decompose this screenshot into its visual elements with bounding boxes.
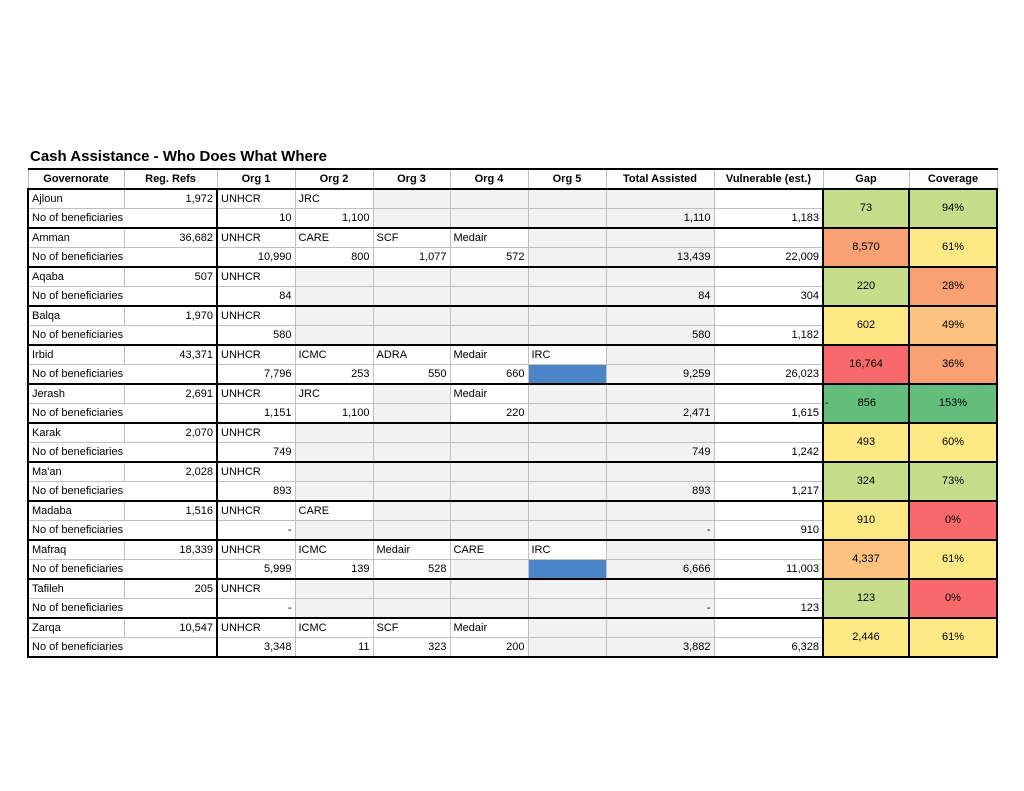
- vulnerable-spacer: [714, 423, 823, 443]
- total-assisted-value: 13,439: [606, 248, 714, 268]
- org-5-name: [528, 189, 606, 209]
- gap-value: 4,337: [852, 553, 880, 565]
- gap-value: 16,764: [849, 358, 883, 370]
- org-3-beneficiaries: [373, 599, 450, 619]
- beneficiaries-label: No of beneficiaries: [28, 326, 217, 346]
- coverage-cell: [909, 540, 997, 579]
- header-org-3: Org 3: [373, 169, 450, 189]
- coverage-cell: [909, 306, 997, 345]
- header-org-4: Org 4: [450, 169, 528, 189]
- total-assisted-value: 1,110: [606, 209, 714, 229]
- header-org-2: Org 2: [295, 169, 373, 189]
- org-1-name: UNHCR: [217, 306, 295, 326]
- org-3-name: [373, 306, 450, 326]
- coverage-cell: [909, 189, 997, 228]
- beneficiaries-label: No of beneficiaries: [28, 443, 217, 463]
- org-3-beneficiaries: 323: [373, 638, 450, 658]
- org-5-beneficiaries: [528, 638, 606, 658]
- total-assisted-spacer: [606, 267, 714, 287]
- org-1-beneficiaries: 580: [217, 326, 295, 346]
- org-2-beneficiaries: [295, 326, 373, 346]
- reg-refs-value: 507: [124, 267, 217, 287]
- org-2-beneficiaries: [295, 287, 373, 307]
- vulnerable-value: 26,023: [714, 365, 823, 385]
- org-5-beneficiaries: [528, 404, 606, 424]
- org-3-name: SCF: [373, 618, 450, 638]
- vulnerable-spacer: [714, 501, 823, 521]
- coverage-value: 49%: [941, 319, 965, 331]
- gap-cell: [823, 228, 909, 267]
- org-2-beneficiaries: 1,100: [295, 209, 373, 229]
- governorate-name: Ma'an: [28, 462, 124, 482]
- vulnerable-value: 123: [714, 599, 823, 619]
- governorate-name: Mafraq: [28, 540, 124, 560]
- org-1-beneficiaries: 10: [217, 209, 295, 229]
- org-2-beneficiaries: 253: [295, 365, 373, 385]
- org-3-name: [373, 267, 450, 287]
- org-3-beneficiaries: [373, 482, 450, 502]
- coverage-value: 61%: [941, 241, 965, 253]
- org-2-beneficiaries: [295, 443, 373, 463]
- coverage-cell: [909, 618, 997, 657]
- org-4-name: [450, 423, 528, 443]
- org-5-beneficiaries: [528, 287, 606, 307]
- org-4-name: [450, 579, 528, 599]
- governorate-name: Karak: [28, 423, 124, 443]
- reg-refs-value: 2,028: [124, 462, 217, 482]
- governorate-name: Balqa: [28, 306, 124, 326]
- gap-cell: [823, 462, 909, 501]
- org-1-name: UNHCR: [217, 345, 295, 365]
- table-row: [28, 267, 997, 287]
- gap-cell: [823, 501, 909, 540]
- org-3-name: [373, 579, 450, 599]
- org-3-name: ADRA: [373, 345, 450, 365]
- coverage-cell: [909, 228, 997, 267]
- beneficiaries-label: No of beneficiaries: [28, 560, 217, 580]
- total-assisted-spacer: [606, 423, 714, 443]
- org-5-beneficiaries: [528, 326, 606, 346]
- governorate-name: Ajloun: [28, 189, 124, 209]
- table-row: [28, 228, 997, 248]
- org-5-beneficiaries: [528, 443, 606, 463]
- org-5-name: [528, 579, 606, 599]
- org-1-beneficiaries: 749: [217, 443, 295, 463]
- beneficiaries-label: No of beneficiaries: [28, 287, 217, 307]
- org-3-name: [373, 423, 450, 443]
- header-vulnerable: Vulnerable (est.): [714, 169, 823, 189]
- org-2-beneficiaries: 800: [295, 248, 373, 268]
- org-2-name: [295, 306, 373, 326]
- table-body: [28, 189, 997, 657]
- org-1-beneficiaries: -: [217, 521, 295, 541]
- coverage-value: 73%: [941, 475, 965, 487]
- coverage-cell: [909, 267, 997, 306]
- org-4-name: [450, 267, 528, 287]
- total-assisted-spacer: [606, 228, 714, 248]
- total-assisted-value: -: [606, 521, 714, 541]
- org-3-beneficiaries: [373, 404, 450, 424]
- vulnerable-spacer: [714, 345, 823, 365]
- org-4-name: [450, 189, 528, 209]
- org-4-name: Medair: [450, 618, 528, 638]
- org-4-beneficiaries: [450, 443, 528, 463]
- org-1-name: UNHCR: [217, 618, 295, 638]
- gap-cell: [823, 423, 909, 462]
- reg-refs-value: 43,371: [124, 345, 217, 365]
- org-1-beneficiaries: 3,348: [217, 638, 295, 658]
- total-assisted-value: 6,666: [606, 560, 714, 580]
- gap-cell: [823, 189, 909, 228]
- vulnerable-value: 1,183: [714, 209, 823, 229]
- org-4-name: Medair: [450, 384, 528, 404]
- vulnerable-value: 6,328: [714, 638, 823, 658]
- table-row: [28, 618, 997, 638]
- org-4-beneficiaries: [450, 599, 528, 619]
- org-5-beneficiaries: [528, 482, 606, 502]
- vulnerable-value: 1,615: [714, 404, 823, 424]
- org-5-name: [528, 462, 606, 482]
- org-5-name: [528, 228, 606, 248]
- gap-value: 324: [856, 475, 876, 487]
- org-4-beneficiaries: [450, 560, 528, 580]
- table-row: [28, 189, 997, 209]
- total-assisted-value: 2,471: [606, 404, 714, 424]
- total-assisted-spacer: [606, 189, 714, 209]
- beneficiaries-label: No of beneficiaries: [28, 599, 217, 619]
- org-5-name: IRC: [528, 540, 606, 560]
- gap-cell: [823, 384, 909, 423]
- org-5-beneficiaries: [528, 521, 606, 541]
- org-1-name: UNHCR: [217, 228, 295, 248]
- org-1-beneficiaries: 1,151: [217, 404, 295, 424]
- coverage-cell: [909, 384, 997, 423]
- coverage-value: 94%: [941, 202, 965, 214]
- org-4-beneficiaries: [450, 209, 528, 229]
- org-5-name: [528, 384, 606, 404]
- vulnerable-spacer: [714, 228, 823, 248]
- coverage-cell: [909, 345, 997, 384]
- total-assisted-spacer: [606, 579, 714, 599]
- header-row: [28, 169, 997, 189]
- org-5-name: [528, 423, 606, 443]
- org-5-name: [528, 306, 606, 326]
- org-2-beneficiaries: 139: [295, 560, 373, 580]
- org-1-name: UNHCR: [217, 579, 295, 599]
- org-5-beneficiaries: [528, 560, 606, 580]
- coverage-value: 0%: [945, 592, 961, 604]
- vulnerable-value: 22,009: [714, 248, 823, 268]
- org-1-name: UNHCR: [217, 384, 295, 404]
- org-4-beneficiaries: [450, 287, 528, 307]
- org-3-name: Medair: [373, 540, 450, 560]
- header-reg-refs: Reg. Refs: [124, 169, 217, 189]
- org-5-beneficiaries: [528, 248, 606, 268]
- org-4-beneficiaries: [450, 521, 528, 541]
- beneficiaries-label: No of beneficiaries: [28, 521, 217, 541]
- org-1-name: UNHCR: [217, 501, 295, 521]
- org-1-beneficiaries: 10,990: [217, 248, 295, 268]
- gap-value: 910: [856, 514, 876, 526]
- org-3-beneficiaries: [373, 326, 450, 346]
- org-3-name: [373, 384, 450, 404]
- governorate-name: Madaba: [28, 501, 124, 521]
- org-4-name: [450, 501, 528, 521]
- org-1-name: UNHCR: [217, 462, 295, 482]
- org-4-name: Medair: [450, 345, 528, 365]
- org-3-name: [373, 189, 450, 209]
- org-2-name: CARE: [295, 228, 373, 248]
- total-assisted-spacer: [606, 306, 714, 326]
- org-4-beneficiaries: [450, 482, 528, 502]
- governorate-name: Amman: [28, 228, 124, 248]
- reg-refs-value: 205: [124, 579, 217, 599]
- reg-refs-value: 36,682: [124, 228, 217, 248]
- org-2-beneficiaries: [295, 482, 373, 502]
- table-row: [28, 462, 997, 482]
- total-assisted-value: 84: [606, 287, 714, 307]
- org-3-name: SCF: [373, 228, 450, 248]
- beneficiaries-label: No of beneficiaries: [28, 482, 217, 502]
- org-4-beneficiaries: 220: [450, 404, 528, 424]
- org-2-name: [295, 267, 373, 287]
- gap-cell: [823, 267, 909, 306]
- org-5-name: [528, 501, 606, 521]
- org-5-beneficiaries: [528, 599, 606, 619]
- total-assisted-spacer: [606, 618, 714, 638]
- header-coverage: Coverage: [909, 169, 997, 189]
- vulnerable-spacer: [714, 462, 823, 482]
- table-row: [28, 345, 997, 365]
- gap-cell: [823, 345, 909, 384]
- gap-prefix: -: [825, 397, 829, 409]
- org-2-name: CARE: [295, 501, 373, 521]
- beneficiaries-label: No of beneficiaries: [28, 248, 217, 268]
- gap-value: 856: [857, 397, 877, 409]
- table-row: [28, 579, 997, 599]
- org-1-name: UNHCR: [217, 267, 295, 287]
- total-assisted-value: 893: [606, 482, 714, 502]
- org-2-beneficiaries: 1,100: [295, 404, 373, 424]
- org-2-name: JRC: [295, 384, 373, 404]
- org-3-beneficiaries: 550: [373, 365, 450, 385]
- gap-value: 2,446: [852, 631, 880, 643]
- org-4-beneficiaries: [450, 326, 528, 346]
- org-4-name: [450, 462, 528, 482]
- reg-refs-value: 1,972: [124, 189, 217, 209]
- total-assisted-spacer: [606, 345, 714, 365]
- vulnerable-value: 1,242: [714, 443, 823, 463]
- coverage-value: 28%: [941, 280, 965, 292]
- org-3-name: [373, 462, 450, 482]
- vulnerable-value: 1,182: [714, 326, 823, 346]
- coverage-value: 153%: [938, 397, 968, 409]
- governorate-name: Irbid: [28, 345, 124, 365]
- who-does-what-where-table: [27, 168, 998, 658]
- org-3-beneficiaries: 1,077: [373, 248, 450, 268]
- reg-refs-value: 2,070: [124, 423, 217, 443]
- beneficiaries-label: No of beneficiaries: [28, 404, 217, 424]
- vulnerable-spacer: [714, 189, 823, 209]
- coverage-value: 0%: [945, 514, 961, 526]
- org-2-name: ICMC: [295, 345, 373, 365]
- org-5-beneficiaries: [528, 365, 606, 385]
- coverage-value: 60%: [941, 436, 965, 448]
- org-2-name: [295, 423, 373, 443]
- org-4-beneficiaries: 200: [450, 638, 528, 658]
- header-org-5: Org 5: [528, 169, 606, 189]
- gap-cell: [823, 579, 909, 618]
- org-3-beneficiaries: [373, 443, 450, 463]
- header-org-1: Org 1: [217, 169, 295, 189]
- governorate-name: Zarqa: [28, 618, 124, 638]
- reg-refs-value: 18,339: [124, 540, 217, 560]
- coverage-cell: [909, 579, 997, 618]
- org-5-name: [528, 267, 606, 287]
- gap-cell: [823, 618, 909, 657]
- gap-cell: [823, 306, 909, 345]
- gap-value: 220: [856, 280, 876, 292]
- org-2-name: JRC: [295, 189, 373, 209]
- governorate-name: Aqaba: [28, 267, 124, 287]
- reg-refs-value: 1,970: [124, 306, 217, 326]
- gap-value: 8,570: [852, 241, 880, 253]
- org-4-name: CARE: [450, 540, 528, 560]
- total-assisted-value: 749: [606, 443, 714, 463]
- org-2-name: [295, 579, 373, 599]
- total-assisted-value: -: [606, 599, 714, 619]
- gap-value: 123: [856, 592, 876, 604]
- table-row: [28, 384, 997, 404]
- header-governorate: Governorate: [28, 169, 124, 189]
- total-assisted-value: 3,882: [606, 638, 714, 658]
- org-5-beneficiaries: [528, 209, 606, 229]
- governorate-name: Tafileh: [28, 579, 124, 599]
- total-assisted-spacer: [606, 540, 714, 560]
- org-1-beneficiaries: 84: [217, 287, 295, 307]
- org-3-beneficiaries: [373, 287, 450, 307]
- vulnerable-spacer: [714, 306, 823, 326]
- coverage-value: 61%: [941, 553, 965, 565]
- org-3-beneficiaries: 528: [373, 560, 450, 580]
- vulnerable-spacer: [714, 618, 823, 638]
- total-assisted-spacer: [606, 384, 714, 404]
- gap-value: 602: [856, 319, 876, 331]
- org-2-name: [295, 462, 373, 482]
- org-1-name: UNHCR: [217, 540, 295, 560]
- org-1-beneficiaries: 7,796: [217, 365, 295, 385]
- org-2-name: ICMC: [295, 618, 373, 638]
- vulnerable-spacer: [714, 540, 823, 560]
- vulnerable-spacer: [714, 384, 823, 404]
- vulnerable-spacer: [714, 579, 823, 599]
- gap-value: 493: [856, 436, 876, 448]
- vulnerable-value: 910: [714, 521, 823, 541]
- coverage-cell: [909, 501, 997, 540]
- org-3-beneficiaries: [373, 209, 450, 229]
- coverage-value: 61%: [941, 631, 965, 643]
- org-3-beneficiaries: [373, 521, 450, 541]
- total-assisted-value: 580: [606, 326, 714, 346]
- org-2-beneficiaries: [295, 599, 373, 619]
- gap-value: 73: [859, 202, 873, 214]
- beneficiaries-label: No of beneficiaries: [28, 365, 217, 385]
- gap-cell: [823, 540, 909, 579]
- org-1-beneficiaries: 5,999: [217, 560, 295, 580]
- total-assisted-spacer: [606, 501, 714, 521]
- total-assisted-spacer: [606, 462, 714, 482]
- table-row: [28, 540, 997, 560]
- org-2-beneficiaries: [295, 521, 373, 541]
- total-assisted-value: 9,259: [606, 365, 714, 385]
- reg-refs-value: 2,691: [124, 384, 217, 404]
- table-row: [28, 423, 997, 443]
- vulnerable-value: 304: [714, 287, 823, 307]
- org-4-name: Medair: [450, 228, 528, 248]
- header-total-assisted: Total Assisted: [606, 169, 714, 189]
- org-4-beneficiaries: 660: [450, 365, 528, 385]
- table-row: [28, 306, 997, 326]
- org-4-beneficiaries: 572: [450, 248, 528, 268]
- org-3-name: [373, 501, 450, 521]
- coverage-cell: [909, 423, 997, 462]
- header-gap: Gap: [823, 169, 909, 189]
- org-4-name: [450, 306, 528, 326]
- org-5-name: [528, 618, 606, 638]
- vulnerable-value: 11,003: [714, 560, 823, 580]
- reg-refs-value: 1,516: [124, 501, 217, 521]
- beneficiaries-label: No of beneficiaries: [28, 638, 217, 658]
- org-5-name: IRC: [528, 345, 606, 365]
- table-row: [28, 501, 997, 521]
- vulnerable-value: 1,217: [714, 482, 823, 502]
- coverage-value: 36%: [941, 358, 965, 370]
- org-1-name: UNHCR: [217, 189, 295, 209]
- vulnerable-spacer: [714, 267, 823, 287]
- sheet-title: Cash Assistance - Who Does What Where: [30, 148, 327, 165]
- org-1-name: UNHCR: [217, 423, 295, 443]
- org-1-beneficiaries: -: [217, 599, 295, 619]
- coverage-cell: [909, 462, 997, 501]
- beneficiaries-label: No of beneficiaries: [28, 209, 217, 229]
- org-2-name: ICMC: [295, 540, 373, 560]
- org-2-beneficiaries: 11: [295, 638, 373, 658]
- org-1-beneficiaries: 893: [217, 482, 295, 502]
- governorate-name: Jerash: [28, 384, 124, 404]
- reg-refs-value: 10,547: [124, 618, 217, 638]
